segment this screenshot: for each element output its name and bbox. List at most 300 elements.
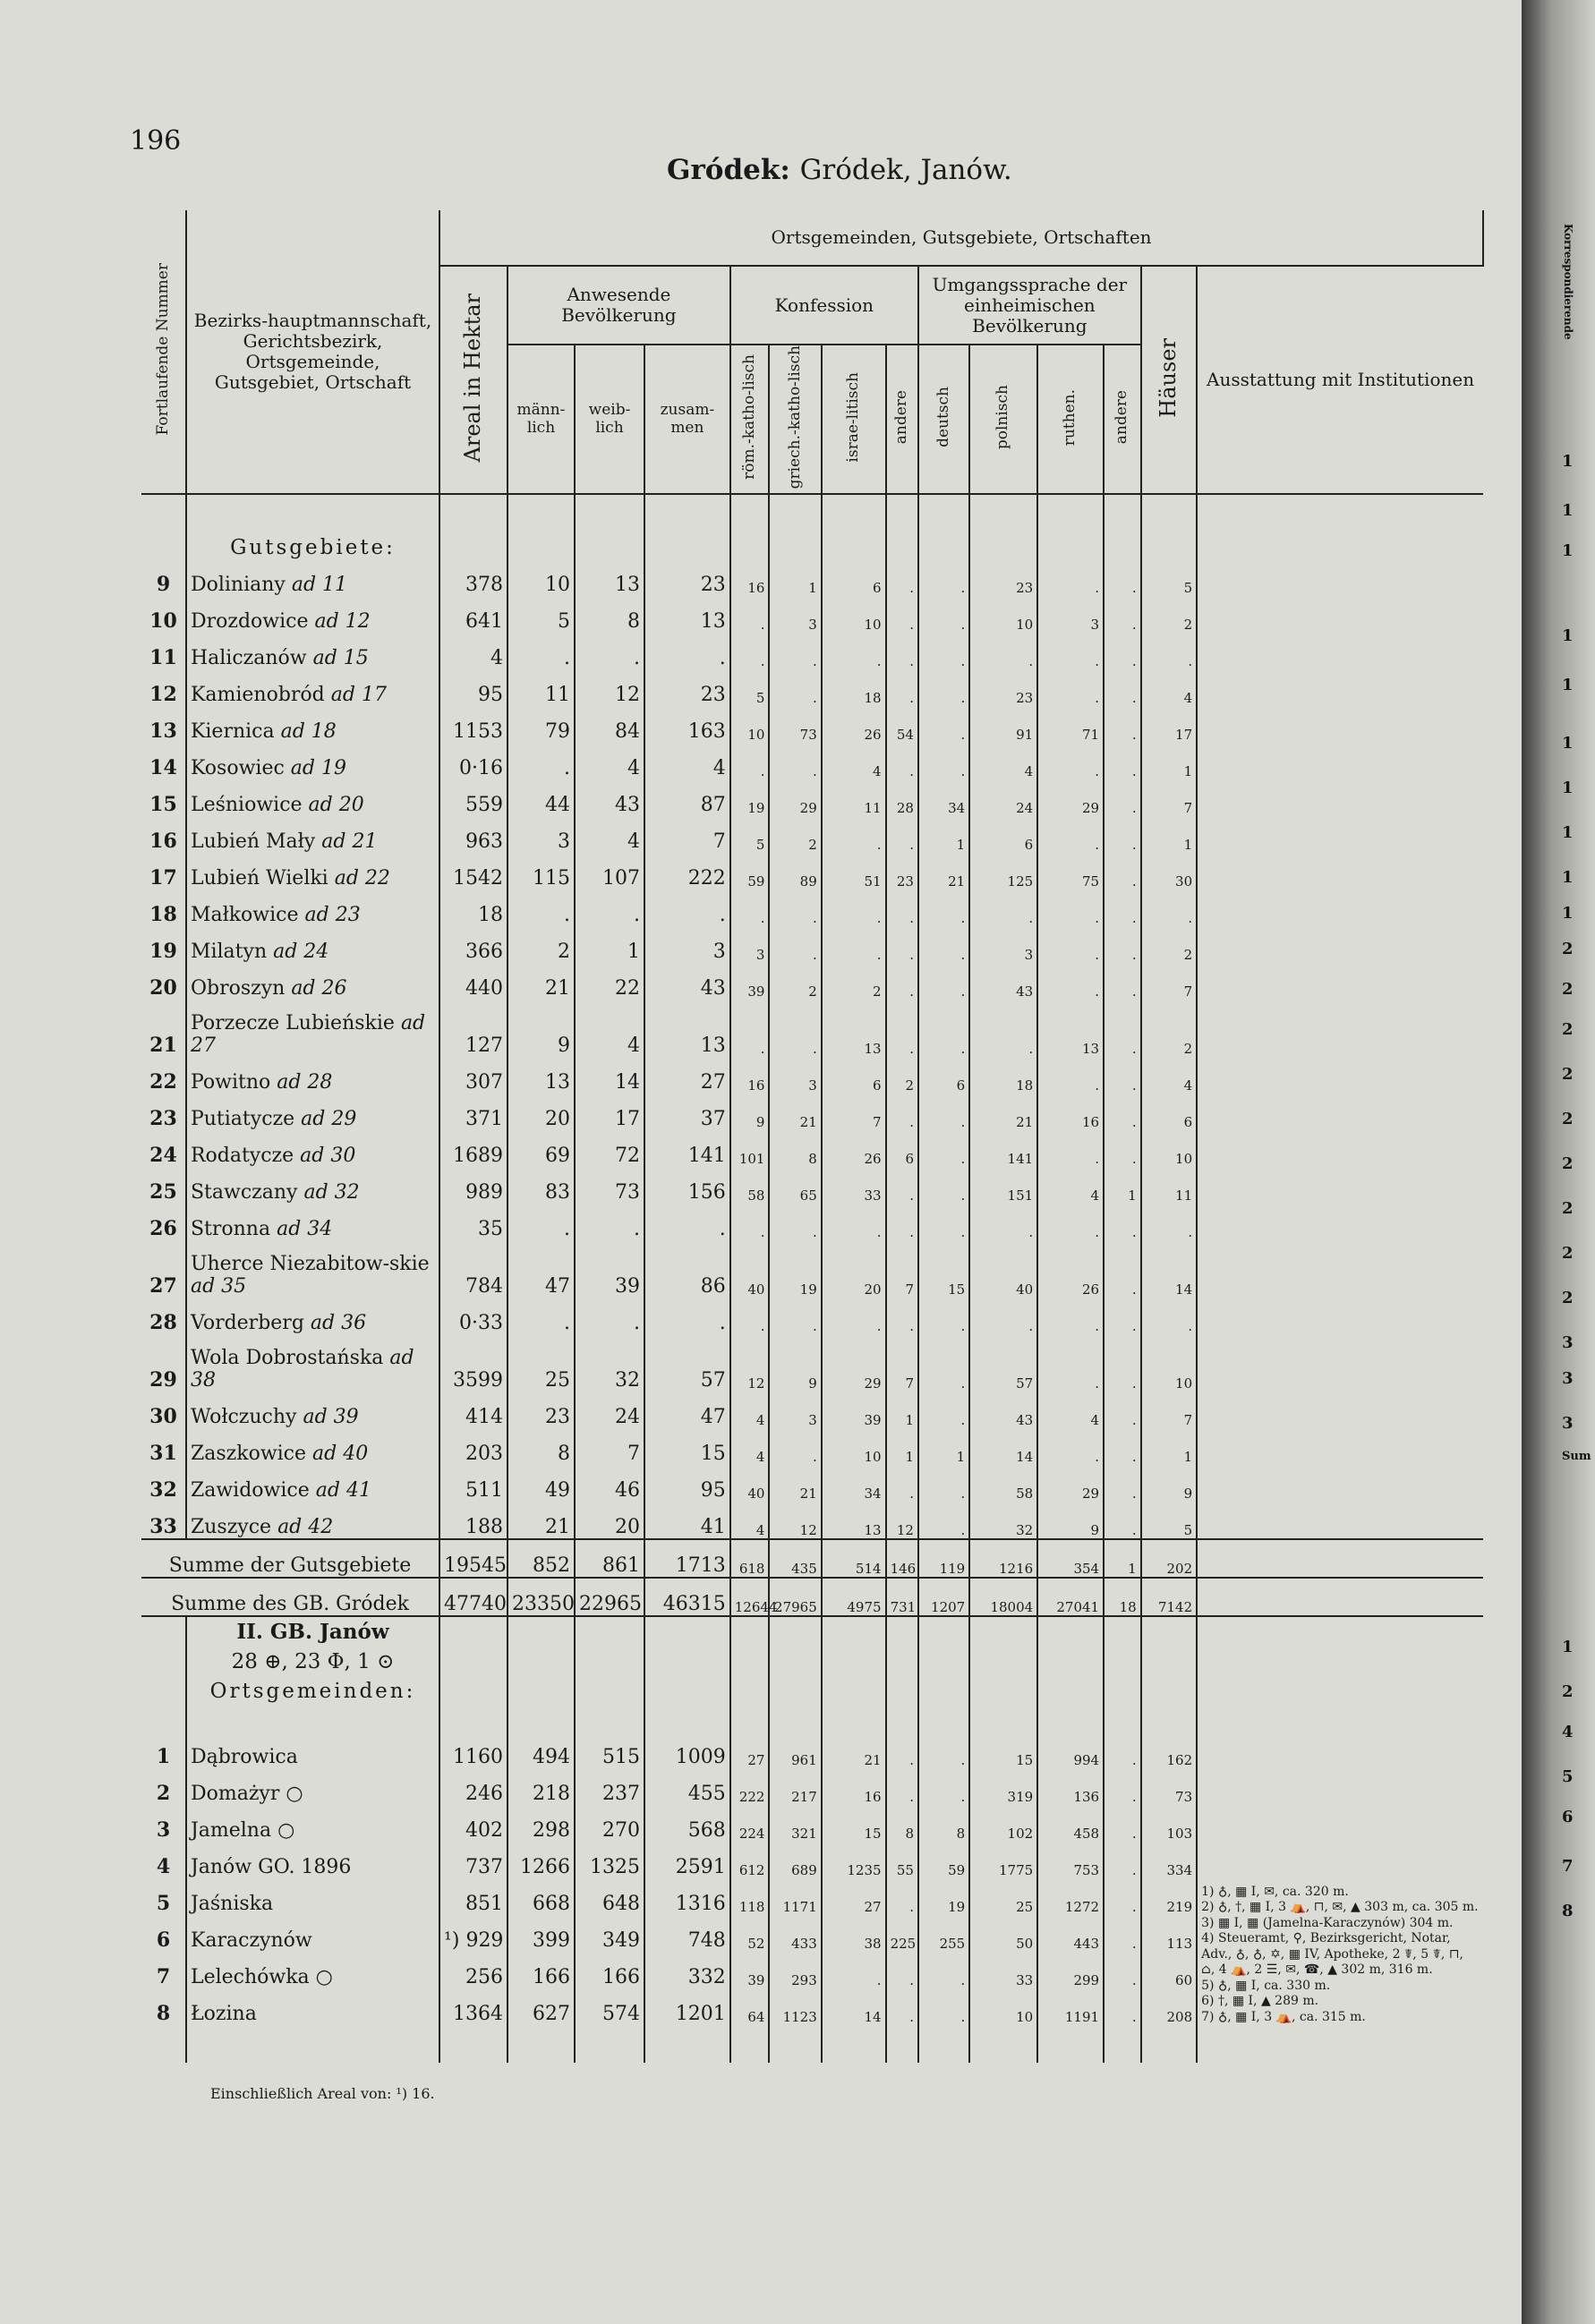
tail-empty <box>886 2025 918 2063</box>
cell-gk: . <box>769 743 821 779</box>
cell-areal: 127 <box>439 1000 508 1057</box>
place-ref: ad 17 <box>330 684 387 707</box>
table-row <box>141 1392 1483 1428</box>
cell-au: . <box>1104 1094 1141 1130</box>
cell-an: . <box>886 1878 918 1915</box>
cell-is: 2 <box>822 963 886 1000</box>
cell-ru: 136 <box>1037 1768 1104 1805</box>
tail-empty <box>141 2025 186 2063</box>
cell-an: 7 <box>886 1334 918 1392</box>
cell-an: . <box>886 596 918 633</box>
cell-ausstattung <box>1197 963 1483 1000</box>
cell-is: 26 <box>822 1130 886 1167</box>
edge-number: 3 <box>1562 1333 1574 1352</box>
place-name: Vorderberg <box>190 1312 304 1335</box>
row-place-name <box>186 779 439 816</box>
place-ref: ad 41 <box>315 1479 371 1503</box>
row-number: 8 <box>141 1988 186 2025</box>
cell-areal: 1542 <box>439 853 508 890</box>
cell-zusammen: 15 <box>644 1428 730 1465</box>
cell-de: . <box>918 1952 969 1988</box>
cell-gk: 12 <box>769 1502 821 1539</box>
cell-weiblich: 22 <box>575 963 644 1000</box>
row-number: 31 <box>141 1428 186 1465</box>
cell-haeuser: 7 <box>1141 963 1197 1000</box>
cell-areal: 256 <box>439 1952 508 1988</box>
cell-zusammen: 47 <box>644 1392 730 1428</box>
place-name: Zaszkowice <box>190 1443 307 1466</box>
cell-po: 57 <box>969 1334 1037 1392</box>
table-row <box>141 706 1483 743</box>
cell-haeuser: 2 <box>1141 926 1197 963</box>
cell-ausstattung <box>1197 1094 1483 1130</box>
row-number: 4 <box>141 1842 186 1878</box>
cell-de: . <box>918 1094 969 1130</box>
cell-ru: . <box>1037 1334 1104 1392</box>
cell-po: . <box>969 890 1037 926</box>
cell-an: 12 <box>886 1502 918 1539</box>
cell-zusammen: 23 <box>644 559 730 596</box>
cell-areal: 1153 <box>439 706 508 743</box>
tail-empty <box>969 2025 1037 2063</box>
table-row <box>141 1094 1483 1130</box>
row-place-name <box>186 559 439 596</box>
place-ref: ad 26 <box>291 977 347 1000</box>
col-maennlich-header: männ-lich <box>508 345 575 494</box>
row-place-name <box>186 1000 439 1057</box>
cell-ru: 9 <box>1037 1502 1104 1539</box>
cell-weiblich: 574 <box>575 1988 644 2025</box>
cell-zusammen: 2591 <box>644 1842 730 1878</box>
table-row <box>141 963 1483 1000</box>
place-name: Lubień Wielki <box>190 867 328 890</box>
col-deutsch-header: deutsch <box>918 345 969 494</box>
tail-empty <box>1104 2025 1141 2063</box>
cell-ausstattung <box>1197 1732 1483 2025</box>
edge-number: 1 <box>1562 452 1574 471</box>
cell-ru: . <box>1037 1130 1104 1167</box>
cell-areal: 559 <box>439 779 508 816</box>
row-number: 30 <box>141 1392 186 1428</box>
cell-haeuser: 73 <box>1141 1768 1197 1805</box>
table-row <box>141 1298 1483 1334</box>
row-place-name <box>186 669 439 706</box>
cell-gk: . <box>769 669 821 706</box>
institution-note: 6) †, ▦ I, ▲ 289 m. <box>1201 1994 1319 2009</box>
cell-de: 1 <box>918 1428 969 1465</box>
cell-haeuser: 1 <box>1141 743 1197 779</box>
cell-maennlich: 21 <box>508 1502 575 1539</box>
cell-haeuser: 11 <box>1141 1167 1197 1204</box>
cell-is: . <box>822 1298 886 1334</box>
cell-ausstattung <box>1197 1428 1483 1465</box>
cell-is: 29 <box>822 1334 886 1392</box>
cell-rk: 5 <box>730 669 770 706</box>
cell-rk: . <box>730 890 770 926</box>
cell-au: . <box>1104 706 1141 743</box>
cell-is: 20 <box>822 1240 886 1298</box>
cell-areal: 402 <box>439 1805 508 1842</box>
gb-title: II. GB. Janów <box>236 1620 389 1645</box>
cell-rk: . <box>730 633 770 669</box>
cell-areal: 378 <box>439 559 508 596</box>
tail-empty <box>508 2025 575 2063</box>
cell-au: . <box>1104 1000 1141 1057</box>
cell-ru: 1191 <box>1037 1988 1104 2025</box>
cell-po: 32 <box>969 1502 1037 1539</box>
cell-maennlich: 399 <box>508 1915 575 1952</box>
cell-haeuser: 1 <box>1141 1428 1197 1465</box>
place-name: Haliczanów <box>190 647 307 670</box>
col-lfd-header: Fortlaufende Nummer <box>141 210 186 494</box>
row-place-name <box>186 596 439 633</box>
sum-is: 4975 <box>822 1578 886 1616</box>
cell-po: 1775 <box>969 1842 1037 1878</box>
tail-empty <box>575 2025 644 2063</box>
cell-rk: 27 <box>730 1732 770 1768</box>
place-name: Doliniany <box>190 574 286 597</box>
edge-word: Korrespondierende <box>1562 224 1574 340</box>
cell-haeuser: . <box>1141 633 1197 669</box>
cell-de: . <box>918 1000 969 1057</box>
cell-maennlich: . <box>508 1298 575 1334</box>
cell-au: . <box>1104 1805 1141 1842</box>
row-place-name <box>186 1952 439 1988</box>
edge-number: 1 <box>1562 734 1574 753</box>
umgang-header: Umgangssprache der einheimischen Bevölkerung <box>918 266 1141 345</box>
cell-weiblich: 84 <box>575 706 644 743</box>
cell-de: . <box>918 1334 969 1392</box>
cell-rk: 12 <box>730 1334 770 1392</box>
place-ref: ad 30 <box>300 1145 356 1168</box>
cell-gk: 961 <box>769 1732 821 1768</box>
cell-po: 23 <box>969 559 1037 596</box>
sum-ru: 354 <box>1037 1539 1104 1578</box>
cell-an: 225 <box>886 1915 918 1952</box>
cell-gk: . <box>769 890 821 926</box>
cell-is: 10 <box>822 596 886 633</box>
cell-au: . <box>1104 1915 1141 1952</box>
row-place-name <box>186 963 439 1000</box>
sum-gk: 435 <box>769 1539 821 1578</box>
table-body <box>141 494 1483 2063</box>
cell-de: 34 <box>918 779 969 816</box>
section-janow <box>141 1616 1483 1732</box>
row-place-name <box>186 633 439 669</box>
cell-de: 255 <box>918 1915 969 1952</box>
cell-areal: ¹) 929 <box>439 1915 508 1952</box>
place-ref: ad 18 <box>280 720 337 744</box>
cell-de: . <box>918 1502 969 1539</box>
cell-areal: 851 <box>439 1878 508 1915</box>
cell-an: . <box>886 816 918 853</box>
cell-gk: 433 <box>769 1915 821 1952</box>
cell-rk: . <box>730 596 770 633</box>
cell-de: . <box>918 963 969 1000</box>
gb-counts: 28 ⊕, 23 Φ, 1 ⊙ <box>231 1649 395 1673</box>
row-number: 19 <box>141 926 186 963</box>
gb-empty <box>822 1616 886 1732</box>
gb-empty <box>1141 1616 1197 1732</box>
cell-is: . <box>822 1204 886 1240</box>
cell-de: 8 <box>918 1805 969 1842</box>
cell-weiblich: . <box>575 1298 644 1334</box>
cell-zusammen: 1009 <box>644 1732 730 1768</box>
cell-au: . <box>1104 1392 1141 1428</box>
row-number: 9 <box>141 559 186 596</box>
cell-haeuser: . <box>1141 1298 1197 1334</box>
statistics-table <box>141 210 1484 2063</box>
row-number: 18 <box>141 890 186 926</box>
table-row <box>141 926 1483 963</box>
cell-au: . <box>1104 1057 1141 1094</box>
row-number: 17 <box>141 853 186 890</box>
cell-de: . <box>918 669 969 706</box>
cell-po: 15 <box>969 1732 1037 1768</box>
cell-po: 33 <box>969 1952 1037 1988</box>
place-name: Domażyr ○ <box>190 1783 303 1806</box>
row-place-name <box>186 1428 439 1465</box>
cell-au: . <box>1104 743 1141 779</box>
cell-de: . <box>918 1298 969 1334</box>
table-row <box>141 779 1483 816</box>
cell-au: . <box>1104 816 1141 853</box>
row-place-name <box>186 1130 439 1167</box>
cell-po: 151 <box>969 1167 1037 1204</box>
cell-an: . <box>886 743 918 779</box>
cell-haeuser: 14 <box>1141 1240 1197 1298</box>
place-ref: ad 15 <box>312 647 369 670</box>
place-ref: ad 29 <box>301 1108 357 1131</box>
cell-weiblich: 4 <box>575 743 644 779</box>
tail-empty <box>1197 2025 1483 2063</box>
cell-rk: 64 <box>730 1988 770 2025</box>
cell-ausstattung <box>1197 1000 1483 1057</box>
cell-maennlich: 49 <box>508 1465 575 1502</box>
cell-maennlich: 298 <box>508 1805 575 1842</box>
cell-rk: . <box>730 1000 770 1057</box>
edge-number: 1 <box>1562 868 1574 887</box>
edge-number: 2 <box>1562 1289 1574 1307</box>
col-weiblich-header: weib-lich <box>575 345 644 494</box>
cell-is: 6 <box>822 1057 886 1094</box>
row-number: 7 <box>141 1952 186 1988</box>
cell-weiblich: 515 <box>575 1732 644 1768</box>
cell-ru: . <box>1037 926 1104 963</box>
cell-is: 10 <box>822 1428 886 1465</box>
cell-ru: 75 <box>1037 853 1104 890</box>
cell-ru: 13 <box>1037 1000 1104 1057</box>
cell-zusammen: 86 <box>644 1240 730 1298</box>
place-name: Dąbrowica <box>190 1746 298 1769</box>
cell-is: 34 <box>822 1465 886 1502</box>
tail-empty <box>1141 2025 1197 2063</box>
cell-rk: 52 <box>730 1915 770 1952</box>
place-name: Drozdowice <box>190 610 309 634</box>
cell-is: 11 <box>822 779 886 816</box>
cell-po: . <box>969 633 1037 669</box>
edge-number: 1 <box>1562 1638 1574 1656</box>
cell-po: 40 <box>969 1240 1037 1298</box>
cell-gk: 217 <box>769 1768 821 1805</box>
cell-maennlich: 1266 <box>508 1842 575 1878</box>
cell-areal: 18 <box>439 890 508 926</box>
cell-maennlich: 115 <box>508 853 575 890</box>
cell-an: . <box>886 1465 918 1502</box>
cell-rk: 58 <box>730 1167 770 1204</box>
cell-weiblich: 12 <box>575 669 644 706</box>
cell-gk: 1171 <box>769 1878 821 1915</box>
table-row <box>141 1428 1483 1465</box>
cell-areal: 0·16 <box>439 743 508 779</box>
cell-is: 7 <box>822 1094 886 1130</box>
place-name: Zuszyce <box>190 1516 272 1539</box>
cell-ru: 458 <box>1037 1805 1104 1842</box>
cell-rk: 16 <box>730 1057 770 1094</box>
place-name: Lelechówka ○ <box>190 1966 333 1989</box>
cell-weiblich: 43 <box>575 779 644 816</box>
edge-number: 2 <box>1562 1065 1574 1084</box>
cell-po: 23 <box>969 669 1037 706</box>
table-tail <box>141 2025 1483 2063</box>
table-row <box>141 1240 1483 1298</box>
gb-empty <box>575 1616 644 1732</box>
cell-zusammen: . <box>644 1204 730 1240</box>
cell-po: 18 <box>969 1057 1037 1094</box>
place-ref: ad 38 <box>190 1346 414 1392</box>
edge-number: 2 <box>1562 1020 1574 1039</box>
cell-is: . <box>822 926 886 963</box>
cell-gk: 8 <box>769 1130 821 1167</box>
cell-maennlich: 47 <box>508 1240 575 1298</box>
table-row <box>141 1204 1483 1240</box>
sum-haeuser: 7142 <box>1141 1578 1197 1616</box>
place-name: Powitno <box>190 1071 271 1094</box>
cell-po: 24 <box>969 779 1037 816</box>
cell-areal: 35 <box>439 1204 508 1240</box>
cell-areal: 1689 <box>439 1130 508 1167</box>
cell-rk: . <box>730 743 770 779</box>
cell-de: 15 <box>918 1240 969 1298</box>
cell-po: 3 <box>969 926 1037 963</box>
cell-zusammen: . <box>644 890 730 926</box>
cell-ru: . <box>1037 633 1104 669</box>
cell-areal: 511 <box>439 1465 508 1502</box>
cell-an: . <box>886 1167 918 1204</box>
cell-an: 1 <box>886 1392 918 1428</box>
institution-note: 1) ♁, ▦ I, ✉, ca. 320 m. <box>1201 1884 1349 1899</box>
cell-an: . <box>886 1768 918 1805</box>
sum-rk: 618 <box>730 1539 770 1578</box>
cell-au: . <box>1104 1428 1141 1465</box>
cell-po: . <box>969 1298 1037 1334</box>
sum-au: 18 <box>1104 1578 1141 1616</box>
cell-areal: 1364 <box>439 1988 508 2025</box>
cell-zusammen: 57 <box>644 1334 730 1392</box>
cell-areal: 0·33 <box>439 1298 508 1334</box>
cell-is: 14 <box>822 1988 886 2025</box>
row-place-name <box>186 1298 439 1334</box>
cell-haeuser: . <box>1141 890 1197 926</box>
place-name: Wołczuchy <box>190 1406 297 1429</box>
row-place-name <box>186 1334 439 1392</box>
cell-is: 18 <box>822 669 886 706</box>
place-name: Kiernica <box>190 720 275 744</box>
edge-number: 3 <box>1562 1414 1574 1433</box>
cell-zusammen: 455 <box>644 1768 730 1805</box>
cell-zusammen: 13 <box>644 1000 730 1057</box>
cell-weiblich: 13 <box>575 559 644 596</box>
cell-au: . <box>1104 633 1141 669</box>
cell-ru: 16 <box>1037 1094 1104 1130</box>
place-ref: ad 40 <box>312 1443 369 1466</box>
cell-weiblich: 4 <box>575 1000 644 1057</box>
cell-is: 27 <box>822 1878 886 1915</box>
gb-empty <box>730 1616 770 1732</box>
col-griech-header: griech.-katho-lisch <box>769 345 821 494</box>
sum-weiblich: 22965 <box>575 1578 644 1616</box>
edge-number: 1 <box>1562 823 1574 842</box>
tail-empty <box>186 2025 439 2063</box>
cell-au: 1 <box>1104 1167 1141 1204</box>
row-place-name <box>186 926 439 963</box>
cell-rk: . <box>730 1298 770 1334</box>
sum-haeuser: 202 <box>1141 1539 1197 1578</box>
cell-po: 43 <box>969 1392 1037 1428</box>
cell-weiblich: 46 <box>575 1465 644 1502</box>
cell-haeuser: 10 <box>1141 1334 1197 1392</box>
cell-rk: 118 <box>730 1878 770 1915</box>
cell-an: . <box>886 890 918 926</box>
cell-ru: . <box>1037 1428 1104 1465</box>
cell-rk: 19 <box>730 779 770 816</box>
cell-weiblich: 237 <box>575 1768 644 1805</box>
row-number: 25 <box>141 1167 186 1204</box>
cell-gk: 3 <box>769 1057 821 1094</box>
row-place-name <box>186 1057 439 1094</box>
row-number: 2 <box>141 1768 186 1805</box>
cell-po: 25 <box>969 1878 1037 1915</box>
gb-empty <box>918 1616 969 1732</box>
row-number: 5 <box>141 1878 186 1915</box>
table-row <box>141 853 1483 890</box>
cell-de: . <box>918 559 969 596</box>
cell-maennlich: 3 <box>508 816 575 853</box>
cell-po: . <box>969 1204 1037 1240</box>
cell-ausstattung <box>1197 1167 1483 1204</box>
cell-haeuser: 4 <box>1141 1057 1197 1094</box>
cell-au: . <box>1104 1842 1141 1878</box>
cell-ausstattung <box>1197 1204 1483 1240</box>
cell-ausstattung <box>1197 1392 1483 1428</box>
cell-au: . <box>1104 559 1141 596</box>
cell-haeuser: 4 <box>1141 669 1197 706</box>
institution-note: 4) Steueramt, ⚲, Bezirksgericht, Notar, Adv., ♁, ♁, ✡, ▦ IV, Apotheke, 2 ☤, 5 ☤, ⊓, ⌂, 4 ⛺, 2 ☰, ✉, ☎, ▲ 302 m, 316 m. <box>1201 1931 1464 1978</box>
row-number: 29 <box>141 1334 186 1392</box>
row-number: 6 <box>141 1915 186 1952</box>
cell-areal: 3599 <box>439 1334 508 1392</box>
cell-is: 13 <box>822 1000 886 1057</box>
cell-weiblich: 17 <box>575 1094 644 1130</box>
cell-ru: 29 <box>1037 1465 1104 1502</box>
cell-haeuser: 219 <box>1141 1878 1197 1915</box>
cell-po: 10 <box>969 596 1037 633</box>
cell-haeuser: 17 <box>1141 706 1197 743</box>
place-name: Milatyn <box>190 941 268 964</box>
table-row <box>141 1167 1483 1204</box>
cell-au: . <box>1104 779 1141 816</box>
cell-gk: 2 <box>769 963 821 1000</box>
